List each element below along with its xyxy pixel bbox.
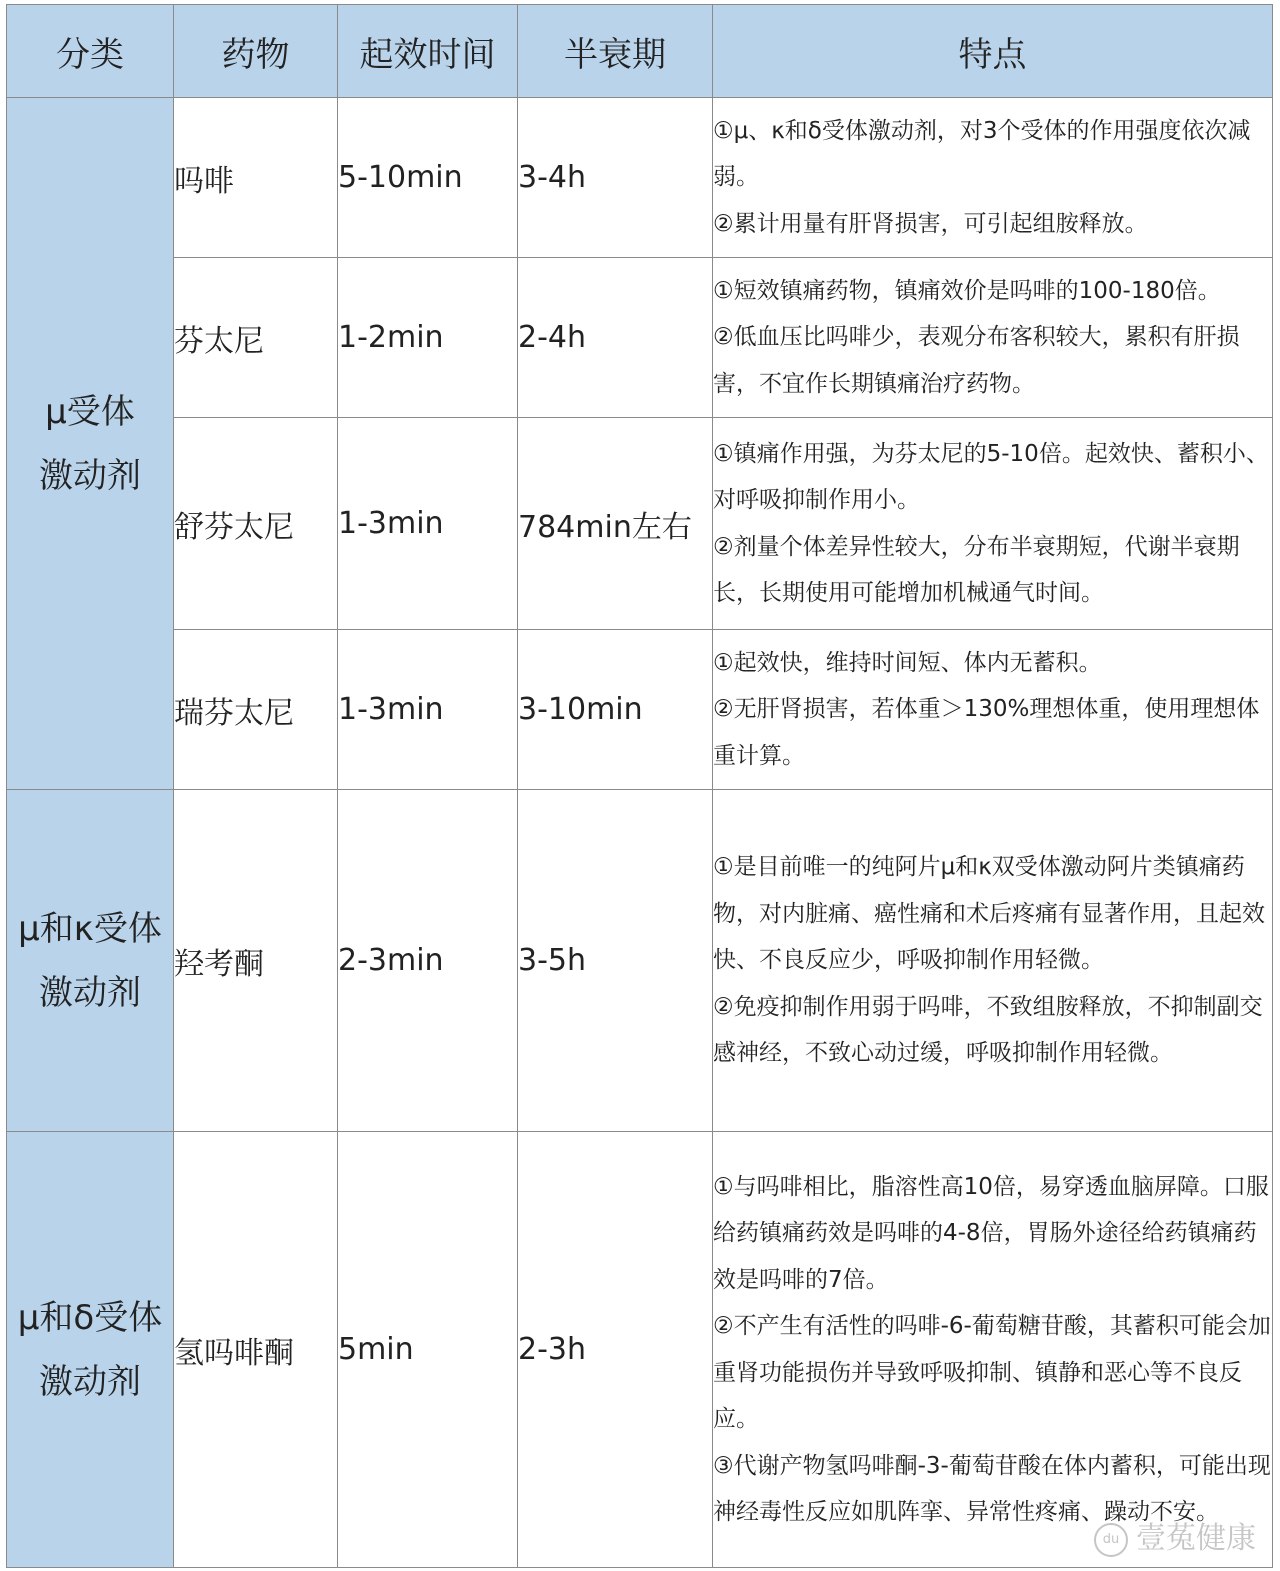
category-cell bbox=[7, 98, 174, 790]
half-life: 3-5h bbox=[518, 790, 713, 1132]
onset-time: 1-3min bbox=[338, 418, 518, 630]
watermark-text: 壹菟健康 bbox=[1136, 1521, 1256, 1556]
onset-time: 1-2min bbox=[338, 258, 518, 418]
features-cell bbox=[713, 418, 1273, 630]
feature-text: ②低血压比吗啡少，表观分布客积较大，累积有肝损害，不宜作长期镇痛治疗药物。 bbox=[713, 324, 1240, 397]
category-label: μ和κ受体 bbox=[18, 908, 162, 949]
drug-name: 吗啡 bbox=[174, 98, 338, 258]
features-cell bbox=[713, 790, 1273, 1132]
feature-text: ③代谢产物氢吗啡酮-3-葡萄苷酸在体内蓄积，可能出现神经毒性反应如肌阵挛、异常性疼痛、躁动不安。 bbox=[713, 1452, 1271, 1525]
watermark-logo bbox=[1094, 1513, 1256, 1557]
feature-text: ①μ、κ和δ受体激动剂，对3个受体的作用强度依次减弱。 bbox=[713, 117, 1251, 191]
table-row bbox=[7, 258, 1273, 418]
features-cell bbox=[713, 258, 1273, 418]
table-row bbox=[7, 418, 1273, 630]
header-features: 特点 bbox=[713, 5, 1273, 98]
category-cell bbox=[7, 790, 174, 1132]
features-cell bbox=[713, 98, 1273, 258]
feature-text: ②累计用量有肝肾损害，可引起组胺释放。 bbox=[713, 210, 1148, 237]
half-life: 784min左右 bbox=[518, 418, 713, 630]
feature-text: ②免疫抑制作用弱于吗啡，不致组胺释放，不抑制副交感神经，不致心动过缓，呼吸抑制作用轻微。 bbox=[713, 993, 1263, 1067]
half-life: 2-4h bbox=[518, 258, 713, 418]
category-label: 激动剂 bbox=[39, 1361, 141, 1402]
opioid-comparison-table bbox=[6, 4, 1273, 1568]
feature-text: ①与吗啡相比，脂溶性高10倍，易穿透血脑屏障。口服给药镇痛药效是吗啡的4-8倍，胃肠外途径给药镇痛药效是吗啡的7倍。 bbox=[713, 1173, 1269, 1293]
category-label: μ受体 bbox=[45, 391, 135, 432]
table-row bbox=[7, 630, 1273, 790]
category-label: 激动剂 bbox=[39, 455, 141, 496]
feature-text: ①起效快，维持时间短、体内无蓄积。 bbox=[713, 649, 1102, 676]
onset-time: 5min bbox=[338, 1132, 518, 1568]
feature-text: ①短效镇痛药物，镇痛效价是吗啡的100-180倍。 bbox=[713, 277, 1221, 304]
feature-text: ②无肝肾损害，若体重＞130%理想体重，使用理想体重计算。 bbox=[713, 696, 1260, 769]
drug-name: 舒芬太尼 bbox=[174, 418, 338, 630]
drug-name: 羟考酮 bbox=[174, 790, 338, 1132]
half-life: 3-10min bbox=[518, 630, 713, 790]
header-onset: 起效时间 bbox=[338, 5, 518, 98]
table-row bbox=[7, 1132, 1273, 1568]
onset-time: 2-3min bbox=[338, 790, 518, 1132]
half-life: 3-4h bbox=[518, 98, 713, 258]
category-label: 激动剂 bbox=[39, 972, 141, 1013]
drug-name: 芬太尼 bbox=[174, 258, 338, 418]
category-cell bbox=[7, 1132, 174, 1568]
onset-time: 5-10min bbox=[338, 98, 518, 258]
features-cell bbox=[713, 630, 1273, 790]
header-drug: 药物 bbox=[174, 5, 338, 98]
onset-time: 1-3min bbox=[338, 630, 518, 790]
half-life: 2-3h bbox=[518, 1132, 713, 1568]
feature-text: ②剂量个体差异性较大，分布半衰期短，代谢半衰期长，长期使用可能增加机械通气时间。 bbox=[713, 533, 1240, 606]
table-row bbox=[7, 790, 1273, 1132]
feature-text: ①是目前唯一的纯阿片μ和κ双受体激动阿片类镇痛药物，对内脏痛、癌性痛和术后疼痛有显著作用，且起效快、不良反应少，呼吸抑制作用轻微。 bbox=[713, 854, 1265, 974]
drug-name: 瑞芬太尼 bbox=[174, 630, 338, 790]
feature-text: ①镇痛作用强，为芬太尼的5-10倍。起效快、蓄积小、对呼吸抑制作用小。 bbox=[713, 440, 1269, 513]
category-label: μ和δ受体 bbox=[17, 1297, 163, 1338]
du-badge-icon: du bbox=[1094, 1523, 1128, 1557]
features-cell bbox=[713, 1132, 1273, 1568]
feature-text: ②不产生有活性的吗啡-6-葡萄糖苷酸，其蓄积可能会加重肾功能损伤并导致呼吸抑制、镇静和恶心等不良反应。 bbox=[713, 1313, 1271, 1432]
drug-name: 氢吗啡酮 bbox=[174, 1132, 338, 1568]
table-row bbox=[7, 98, 1273, 258]
header-row bbox=[7, 5, 1273, 98]
header-half-life: 半衰期 bbox=[518, 5, 713, 98]
header-category: 分类 bbox=[7, 5, 174, 98]
